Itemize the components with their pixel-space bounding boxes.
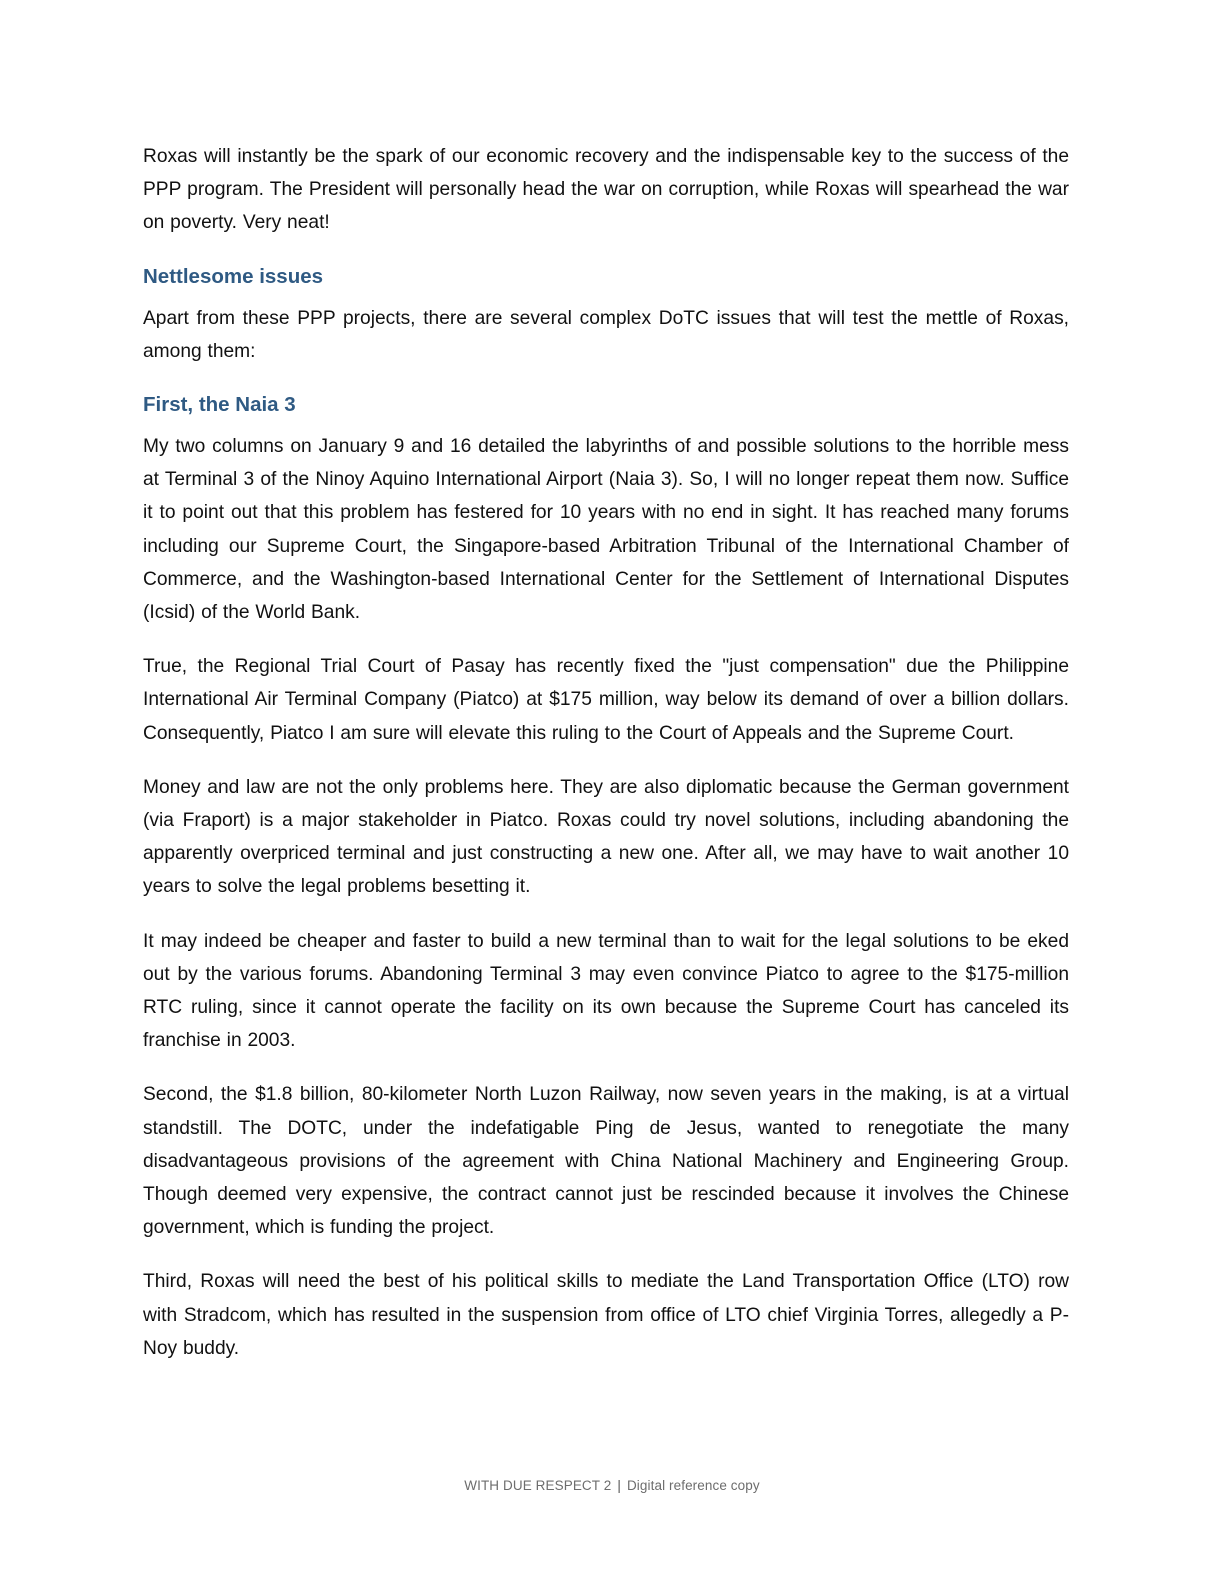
paragraph-ppp-projects: Apart from these PPP projects, there are several complex DoTC issues that will test the mettle of Roxas, among them: [143,307,1069,362]
footer-separator: | [617,1478,621,1493]
page-footer [0,1478,1224,1493]
paragraph-north-luzon-railway: Second, the $1.8 billion, 80-kilometer North Luzon Railway, now seven years in the making, is at a virtual standstill. The DOTC, under the indefatigable Ping de Jesus, wanted to renegotiate the many disadvantageous provisions of the agreement with China National Machinery and Engineering Group. Though deemed very expensive, the contract cannot just be rescinded because it involves the Chinese government, which is funding the project. [143,1084,1069,1239]
heading-nettlesome-issues: Nettlesome issues [143,264,324,288]
paragraph-rtc-pasay: True, the Regional Trial Court of Pasay has recently fixed the "just compensation" due the Philippine International Air Terminal Company (Piatco) at $175 million, way below its demand of over a billion dollars. Consequently, Piatco I am sure will elevate this ruling to the Court of Appeals and the Supreme Court. [143,656,1069,744]
footer-note: Digital reference copy [626,1478,760,1493]
document-body [143,140,1069,1365]
paragraph-lto-stradcom: Third, Roxas will need the best of his political skills to mediate the Land Transportation Office (LTO) row with Stradcom, which has resulted in the suspension from office of LTO chief Virginia Torres, allegedly a P-Noy buddy. [143,1271,1069,1359]
heading-first-naia-3: First, the Naia 3 [143,393,296,417]
paragraph-money-and-law: Money and law are not the only problems here. They are also diplomatic because the German government (via Fraport) is a major stakeholder in Piatco. Roxas could try novel solutions, including abandoning the apparently overpriced terminal and just constructing a new one. After all, we may have to wait another 10 years to solve the legal problems besetting it. [143,776,1069,898]
paragraph-roxas-spark: Roxas will instantly be the spark of our economic recovery and the indispensable key to the success of the PPP program. The President will personally head the war on corruption, while Roxas will spearhead the war on poverty. Very neat! [143,146,1069,234]
paragraph-naia-columns: My two columns on January 9 and 16 detailed the labyrinths of and possible solutions to the horrible mess at Terminal 3 of the Ninoy Aquino International Airport (Naia 3). So, I will no longer repeat them now. Suffice it to point out that this problem has festered for 10 years with no end in sight. It has reached many forums including our Supreme Court, the Singapore-based Arbitration Tribunal of the International Chamber of Commerce, and the Washington-based International Center for the Settlement of International Disputes (Icsid) of the World Bank. [143,436,1069,624]
footer-title: WITH DUE RESPECT 2 [464,1478,612,1493]
paragraph-new-terminal: It may indeed be cheaper and faster to build a new terminal than to wait for the legal solutions to be eked out by the various forums. Abandoning Terminal 3 may even convince Piatco to agree to the $175-million RTC ruling, since it cannot operate the facility on its own because the Supreme Court has canceled its franchise in 2003. [143,930,1069,1052]
